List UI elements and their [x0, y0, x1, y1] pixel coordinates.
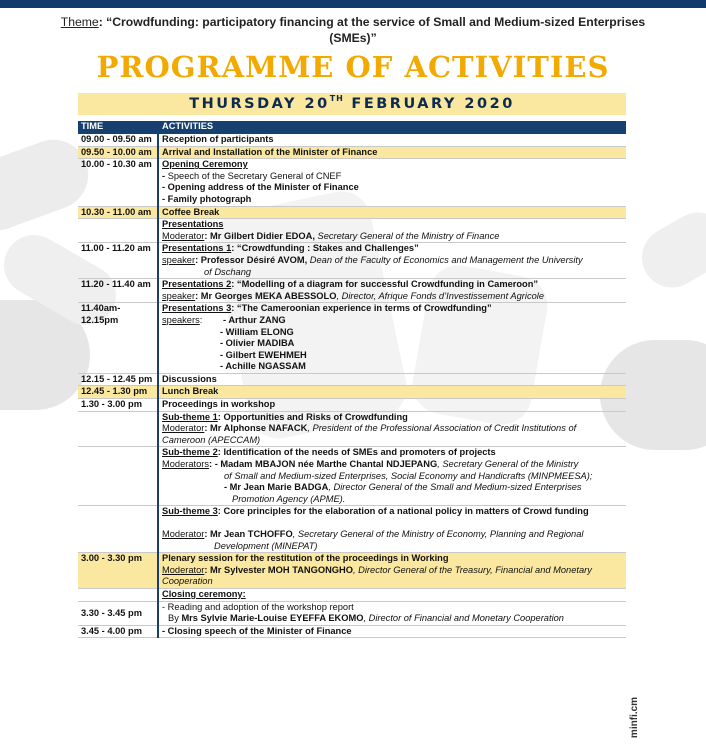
- row-time: [78, 588, 158, 601]
- date-suffix: FEBRUARY 2020: [343, 96, 515, 112]
- activity-title: Presentations: [162, 219, 224, 230]
- row-activity: Proceedings in workshop: [158, 399, 626, 412]
- subtheme-label: Sub-theme 1: [162, 411, 218, 422]
- row-activity: [158, 553, 626, 589]
- moderator-role: , Director General of the Treasury, Financial and Monetary: [352, 564, 592, 575]
- subtheme-text: : Identification of the needs of SMEs and promoters of projects: [217, 447, 496, 458]
- table-row: [78, 506, 626, 553]
- row-time: 12.45 - 1.30 pm: [78, 386, 158, 399]
- theme-text: “Crowdfunding: participatory financing at the service of Small and Medium-sized Enterprises (SMEs)”: [106, 15, 646, 45]
- date-banner: [78, 93, 626, 115]
- row-time: 10.00 - 10.30 am: [78, 159, 158, 206]
- theme-label: Theme: [60, 15, 99, 29]
- moderator-name: - Mr Jean Marie BADGA: [224, 482, 329, 493]
- moderator-role-cont: Promotion Agency (APME).: [232, 493, 346, 504]
- theme-separator: :: [98, 15, 103, 29]
- table-row: [78, 386, 626, 399]
- moderator-label: Moderator: [162, 564, 205, 575]
- moderator-line: [162, 482, 623, 494]
- moderator-name: : Mr Alphonse NAFACK: [204, 423, 308, 434]
- by-name: Mrs Sylvie Marie-Louise EYEFFA EKOMO: [181, 613, 364, 624]
- presentation-label: Presentations 2: [162, 279, 232, 290]
- moderator-role: , President of the Professional Association of Credit Institutions of: [307, 423, 577, 434]
- table-row: [78, 134, 626, 146]
- activity-line: - Opening address of the Minister of Finance: [162, 182, 359, 193]
- table-row: [78, 625, 626, 638]
- moderator-name: : Mr Gilbert Didier EDOA,: [204, 230, 315, 241]
- table-row: [78, 279, 626, 303]
- moderator-line: [162, 459, 623, 471]
- row-activity: Reception of participants: [158, 134, 626, 146]
- table-row: [78, 219, 626, 243]
- subtheme-label: Sub-theme 3: [162, 506, 218, 517]
- row-time: 3.45 - 4.00 pm: [78, 625, 158, 638]
- programme-table: [78, 121, 626, 638]
- moderator-line: [162, 529, 623, 541]
- moderator-name: : Mr Jean TCHOFFO: [204, 529, 293, 539]
- speaker-name: - Gilbert EWEHMEH: [220, 349, 307, 360]
- table-row: [78, 411, 626, 447]
- moderator-role-cont: Development (MINEPAT): [214, 540, 318, 551]
- by-prefix: By: [168, 613, 182, 624]
- row-activity: [158, 411, 626, 447]
- presentation-text: : “Modelling of a diagram for successful Crowdfunding in Cameroon”: [231, 279, 539, 290]
- table-row: [78, 146, 626, 159]
- row-activity: Discussions: [158, 373, 626, 386]
- activity-line: - Reading and adoption of the workshop report: [162, 601, 354, 612]
- row-activity: [158, 219, 626, 243]
- row-activity: [158, 303, 626, 374]
- speaker-name: - William ELONG: [220, 326, 294, 337]
- website-watermark: [629, 690, 650, 750]
- row-time: 11.20 - 11.40 am: [78, 279, 158, 303]
- date-prefix: THURSDAY 20: [189, 96, 330, 112]
- speaker-role: Dean of the Faculty of Economics and Management the University: [307, 254, 583, 265]
- subtheme-text: : Core principles for the elaboration of a national policy in matters of Crowd funding: [217, 506, 589, 517]
- presentation-label: Presentations 1: [162, 243, 232, 254]
- theme-heading: [60, 14, 646, 46]
- moderator-role: , Secretary General of the Ministry: [437, 459, 579, 470]
- top-bar: [0, 0, 706, 8]
- presentation-label: Presentations 3: [162, 303, 232, 314]
- background-hand-decoration: [631, 202, 706, 299]
- table-row: [78, 206, 626, 219]
- table-header-row: [78, 121, 626, 134]
- speaker-line: [162, 255, 623, 267]
- activity-line: [162, 171, 623, 183]
- row-activity: [158, 243, 626, 279]
- subtheme-title: [162, 506, 623, 518]
- speaker-role-cont: of Dschang: [204, 266, 252, 277]
- speaker-name: : Professor Désiré AVOM,: [195, 254, 308, 265]
- row-time: [78, 411, 158, 447]
- speaker-name: - Olivier MADIBA: [220, 338, 295, 349]
- website-label: minfi.cm: [629, 696, 641, 739]
- moderator-role-cont: of Small and Medium-sized Enterprises, Social Economy and Handicrafts (MINPMEESA);: [224, 470, 593, 481]
- row-activity: - Closing speech of the Minister of Finance: [158, 625, 626, 638]
- speakers-sep: :: [199, 314, 203, 325]
- row-activity: [158, 601, 626, 625]
- table-row: [78, 303, 626, 374]
- activity-title: Opening Ceremony: [162, 159, 248, 170]
- table-row: [78, 553, 626, 589]
- row-activity: Arrival and Installation of the Minister of Finance: [158, 146, 626, 159]
- by-line: [162, 613, 623, 625]
- speaker-name: : Mr Georges MEKA ABESSOLO: [195, 290, 337, 301]
- table-row: [78, 243, 626, 279]
- speaker-label: speaker: [162, 290, 196, 301]
- row-time: 1.30 - 3.00 pm: [78, 399, 158, 412]
- presentation-text: : “Crowdfunding : Stakes and Challenges”: [231, 243, 419, 254]
- table-row: [78, 588, 626, 601]
- activity-title: [162, 303, 623, 315]
- speakers-line: [162, 315, 623, 327]
- row-time: [78, 506, 158, 553]
- moderator-line: [162, 565, 623, 577]
- dash: -: [162, 170, 168, 181]
- row-time: 3.30 - 3.45 pm: [78, 601, 158, 625]
- moderator-name: : Mr Sylvester MOH TANGONGHO: [204, 564, 353, 575]
- line-text: Speech of the Secretary General of CNEF: [167, 170, 342, 181]
- moderator-name: : - Madam MBAJON née Marthe Chantal NDJEPANG: [209, 459, 438, 470]
- subtheme-text: : Opportunities and Risks of Crowdfunding: [217, 411, 408, 422]
- presentation-text: : “The Cameroonian experience in terms of Crowdfunding”: [231, 303, 492, 314]
- table-row: [78, 399, 626, 412]
- table-row: [78, 159, 626, 206]
- header-time: TIME: [78, 121, 158, 134]
- table-row: [78, 601, 626, 625]
- activity-title: [162, 279, 623, 291]
- speakers-label: speakers: [162, 314, 200, 325]
- moderator-role: Secretary General of the Ministry of Finance: [314, 230, 500, 241]
- row-activity: [158, 279, 626, 303]
- moderator-label: Moderator: [162, 529, 205, 539]
- header-activities: ACTIVITIES: [158, 121, 626, 134]
- row-activity: [158, 159, 626, 206]
- row-time: 09.50 - 10.00 am: [78, 146, 158, 159]
- row-time: 09.00 - 09.50 am: [78, 134, 158, 146]
- speaker-line: [162, 291, 623, 303]
- row-activity: Coffee Break: [158, 206, 626, 219]
- activity-title: [162, 243, 623, 255]
- moderator-role: , Secretary General of the Ministry of Economy, Planning and Regional: [292, 529, 584, 539]
- moderator-label: Moderator: [162, 230, 205, 241]
- subtheme-title: [162, 412, 623, 424]
- row-activity: Lunch Break: [158, 386, 626, 399]
- table-row: [78, 373, 626, 386]
- moderator-line: [162, 231, 623, 243]
- activity-title: Plenary session for the restitution of the proceedings in Working: [162, 553, 449, 564]
- moderator-role-cont: Cameroon (APECCAM): [162, 434, 261, 445]
- row-time: 12.15 - 12.45 pm: [78, 373, 158, 386]
- row-activity: [158, 506, 626, 553]
- row-time: [78, 447, 158, 506]
- moderator-label: Moderators: [162, 459, 210, 470]
- row-activity: [158, 447, 626, 506]
- by-role: , Director of Financial and Monetary Cooperation: [363, 613, 564, 624]
- row-time: 11.40am-12.15pm: [78, 303, 158, 374]
- subtheme-label: Sub-theme 2: [162, 447, 218, 458]
- row-time: 3.00 - 3.30 pm: [78, 553, 158, 589]
- subtheme-title: [162, 447, 623, 459]
- moderator-role-cont: Cooperation: [162, 576, 213, 587]
- date-ordinal: TH: [329, 94, 344, 103]
- moderator-role: , Director General of the Small and Medium-sized Enterprises: [328, 482, 582, 493]
- speaker-name: - Achille NGASSAM: [220, 361, 306, 372]
- moderator-line: [162, 423, 623, 435]
- activity-line: - Family photograph: [162, 193, 252, 204]
- speaker-role: , Director, Afrique Fonds d’Investissement Agricole: [336, 290, 544, 301]
- row-activity: Closing ceremony:: [158, 588, 626, 601]
- row-time: 11.00 - 11.20 am: [78, 243, 158, 279]
- page-title: PROGRAMME OF ACTIVITIES: [96, 50, 610, 84]
- speaker-label: speaker: [162, 254, 196, 265]
- table-row: [78, 447, 626, 506]
- row-time: [78, 219, 158, 243]
- row-time: 10.30 - 11.00 am: [78, 206, 158, 219]
- moderator-label: Moderator: [162, 423, 205, 434]
- speaker-name: - Arthur ZANG: [223, 314, 286, 325]
